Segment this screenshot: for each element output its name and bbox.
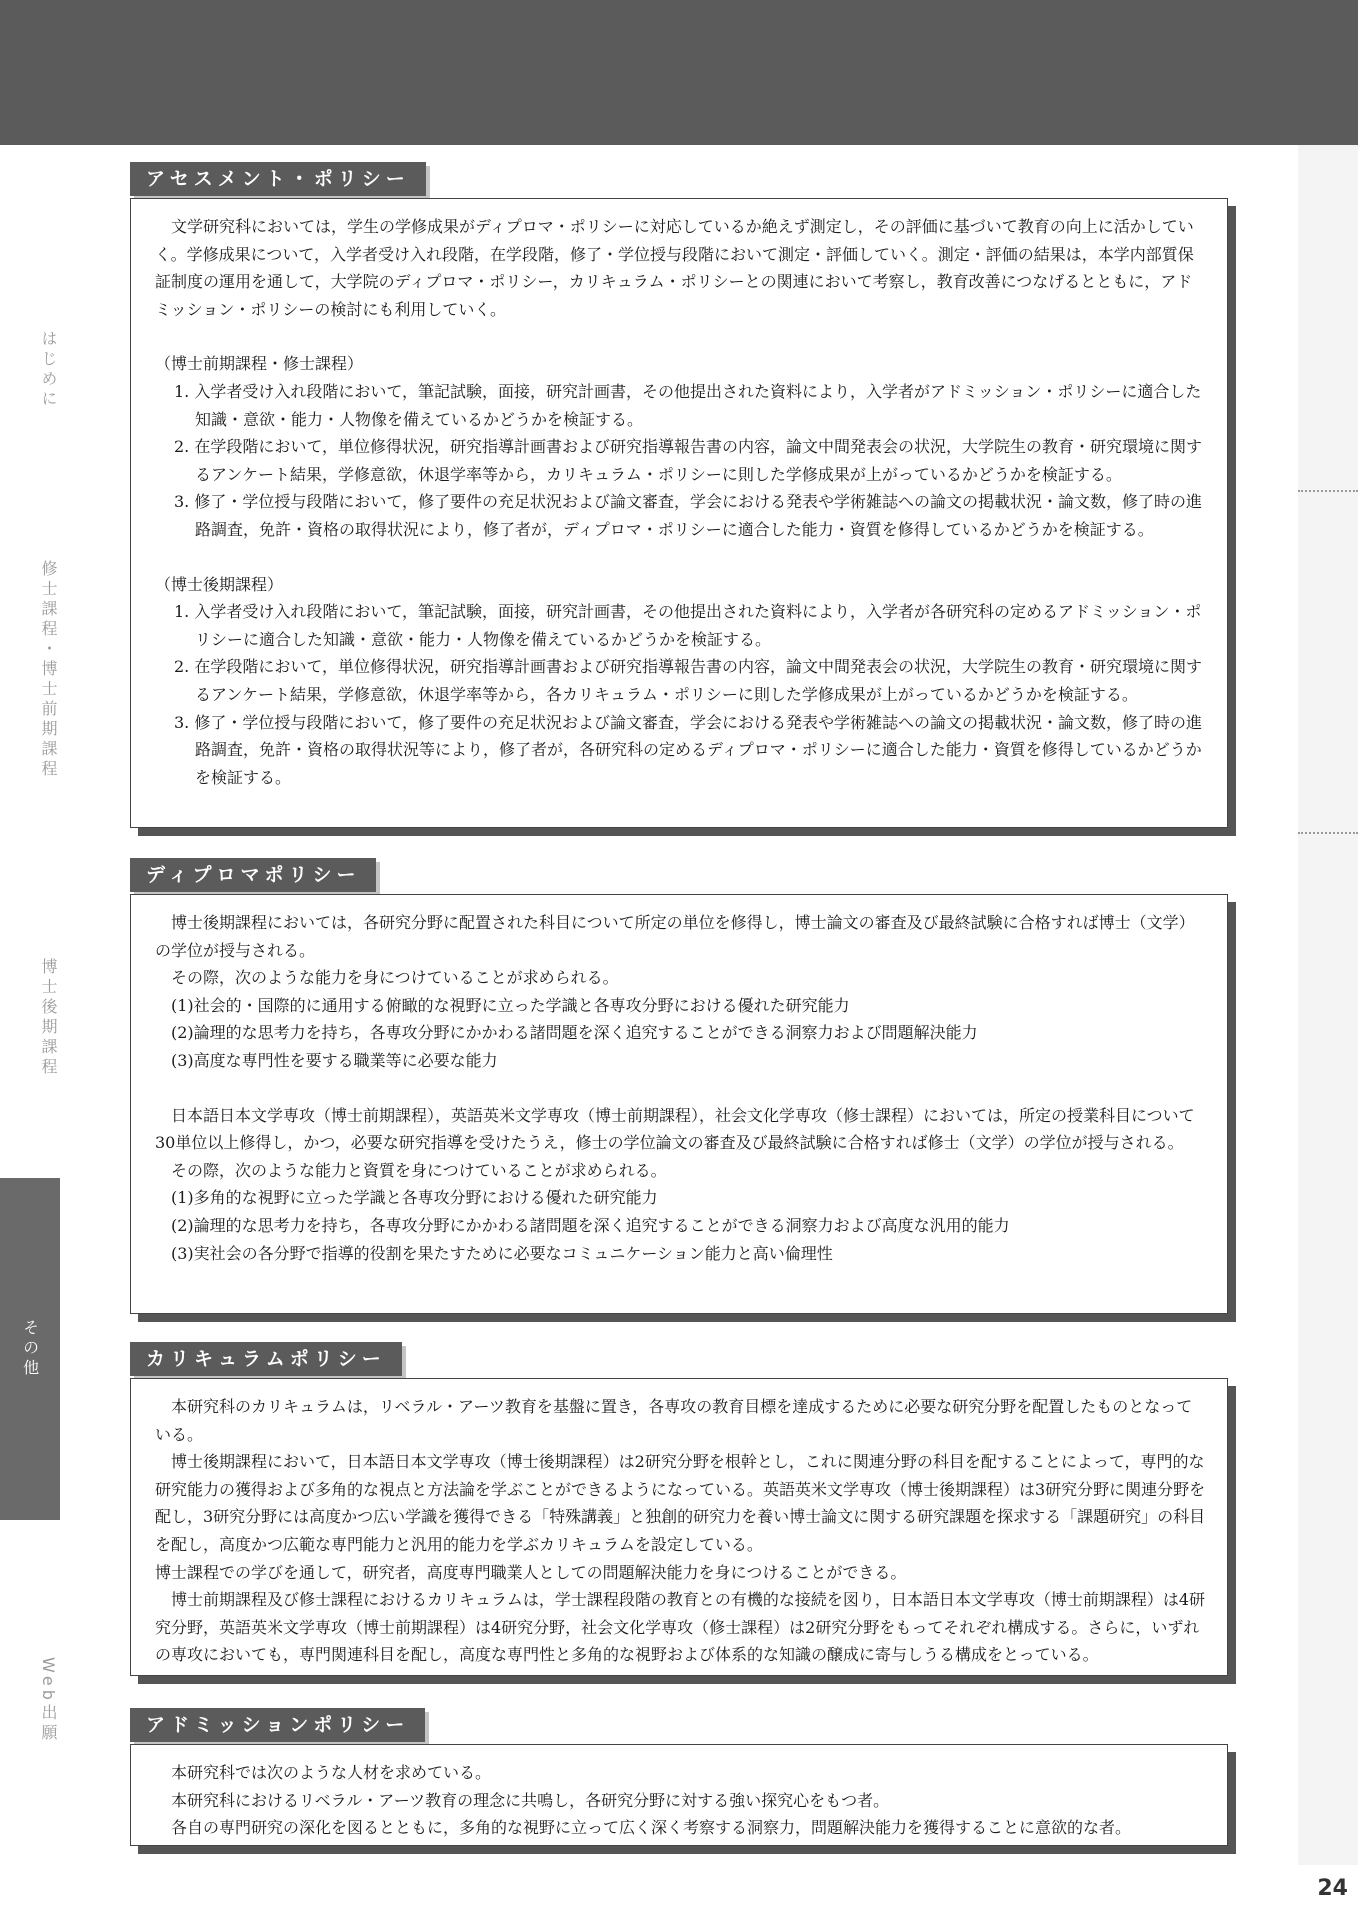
diploma-ability-item: (2)論理的な思考力を持ち，各専攻分野にかかわる諸問題を深く追究することができる洞察力および高度な汎用的能力 <box>171 1215 1010 1235</box>
curriculum-paragraph: 博士課程での学びを通して，研究者，高度専門職業人としての問題解決能力を身につけることができる。 <box>155 1562 907 1582</box>
assessment-intro: 文学研究科においては，学生の学修成果がディプロマ・ポリシーに対応しているか絶えず測定し，その評価に基づいて教育の向上に活かしていく。学修成果について，入学者受け入れ段階，在学段階，修了・学位授与段階において測定・評価していく。測定・評価の結果は，本学内部質保証制度の運用を通して，大学院のディプロマ・ポリシー，カリキュラム・ポリシーとの関連において考察し，教育改善につなげるとともに，アドミッション・ポリシーの検討にも利用していく。 <box>155 217 1194 319</box>
sidebar-item-other[interactable]: その他 <box>0 1178 60 1520</box>
diploma-ability-item: (3)実社会の各分野で指導的役割を果たすために必要なコミュニケーション能力と高い倫理性 <box>171 1243 833 1263</box>
diploma-lead-master: その際，次のような能力と資質を身につけていることが求められる。 <box>171 1160 667 1180</box>
page-number: 24 <box>1317 1876 1348 1901</box>
section-heading-assessment: アセスメント・ポリシー <box>130 162 426 196</box>
section-heading-curriculum: カリキュラムポリシー <box>130 1342 402 1376</box>
footer-strip <box>0 1865 1358 1920</box>
sidebar-item-doctor[interactable]: 博士後期課程 <box>39 958 58 1078</box>
curriculum-paragraph: 博士前期課程及び修士課程におけるカリキュラムは，学士課程段階の教育との有機的な接続を図り，日本語日本文学専攻（博士前期課程）は4研究分野，英語英米文学専攻（博士前期課程）は4研究分野，社会文化学専攻（修士課程）は2研究分野をもってそれぞれ構成する。さらに，いずれの専攻においても，専門関連科目を配し，高度な専門性と多角的な視野および体系的な知識の醸成に寄与しうる構成をとっている。 <box>155 1590 1206 1665</box>
admission-line: 本研究科では次のような人材を求めている。 <box>171 1763 492 1782</box>
diploma-ability-item: (3)高度な専門性を要する職業等に必要な能力 <box>171 1050 498 1070</box>
diploma-paragraph-doctor: 博士後期課程においては，各研究分野に配置された科目について所定の単位を修得し，博士論文の審査及び最終試験に合格すれば博士（文学）の学位が授与される。 <box>155 913 1195 960</box>
sidebar-item-intro[interactable]: はじめに <box>39 330 58 410</box>
assessment-doctor-title: （博士後期課程） <box>155 574 284 594</box>
assessment-doctor-item: 1. 入学者受け入れ段階において，筆記試験，面接，研究計画書，その他提出された資料により，入学者が各研究科の定めるアドミッション・ポリシーに適合した知識・意欲・能力・人物像を備えているかどうかを検証する。 <box>174 602 1202 649</box>
sidebar-item-web-application[interactable]: Web出願 <box>39 1656 58 1744</box>
sidebar <box>1298 145 1358 1865</box>
sidebar-divider <box>1298 832 1358 834</box>
section-box-assessment <box>130 198 1228 828</box>
sidebar-item-master[interactable]: 修士課程・博士前期課程 <box>39 560 58 780</box>
curriculum-paragraph: 博士後期課程において，日本語日本文学専攻（博士後期課程）は2研究分野を根幹とし，これに関連分野の科目を配することによって，専門的な研究能力の獲得および多角的な視点と方法論を学ぶことができるようになっている。英語英米文学専攻（博士後期課程）は3研究分野に関連分野を配し，3研究分野には高度かつ広い学識を獲得できる「特殊講義」と独創的研究力を養い博士論文に関する研究課題を探求する「課題研究」の科目を配し，高度かつ広範な専門能力と汎用的能力を学ぶカリキュラムを設定している。 <box>155 1452 1206 1554</box>
diploma-paragraph-master: 日本語日本文学専攻（博士前期課程），英語英米文学専攻（博士前期課程），社会文化学専攻（修士課程）においては，所定の授業科目について30単位以上修得し，かつ，必要な研究指導を受けたうえ，修士の学位論文の審査及び最終試験に合格すれば修士（文学）の学位が授与される。 <box>155 1105 1195 1153</box>
assessment-master-item: 2. 在学段階において，単位修得状況，研究指導計画書および研究指導報告書の内容，論文中間発表会の状況，大学院生の教育・研究環境に関するアンケート結果，学修意欲，休退学率等から，カリキュラム・ポリシーに則した学修成果が上がっているかどうかを検証する。 <box>174 437 1203 484</box>
admission-line: 各自の専門研究の深化を図るとともに，多角的な視野に立って広く深く考察する洞察力，問題解決能力を獲得することに意欲的な者。 <box>171 1818 1132 1838</box>
assessment-master-title: （博士前期課程・修士課程） <box>155 354 364 374</box>
admission-line: 本研究科におけるリベラル・アーツ教育の理念に共鳴し，各研究分野に対する強い探究心をもつ者。 <box>171 1790 890 1810</box>
diploma-ability-item: (2)論理的な思考力を持ち，各専攻分野にかかわる諸問題を深く追究することができる洞察力および問題解決能力 <box>171 1023 978 1043</box>
top-banner <box>0 0 1358 145</box>
section-heading-admission: アドミッションポリシー <box>130 1708 425 1742</box>
section-box-admission <box>130 1744 1228 1846</box>
curriculum-paragraph: 本研究科のカリキュラムは，リベラル・アーツ教育を基盤に置き，各専攻の教育目標を達成するために必要な研究分野を配置したものとなっている。 <box>155 1397 1193 1444</box>
diploma-ability-item: (1)社会的・国際的に通用する俯瞰的な視野に立った学識と各専攻分野における優れた研究能力 <box>171 995 850 1015</box>
sidebar-divider <box>1298 490 1358 492</box>
section-box-curriculum <box>130 1378 1228 1676</box>
section-heading-diploma: ディプロマポリシー <box>130 858 376 892</box>
diploma-lead-doctor: その際，次のような能力を身につけていることが求められる。 <box>171 968 619 988</box>
assessment-doctor-item: 2. 在学段階において，単位修得状況，研究指導計画書および研究指導報告書の内容，論文中間発表会の状況，大学院生の教育・研究環境に関するアンケート結果，学修意欲，休退学率等から，各カリキュラム・ポリシーに則した学修成果が上がっているかどうかを検証する。 <box>174 657 1203 704</box>
assessment-master-item: 1. 入学者受け入れ段階において，筆記試験，面接，研究計画書，その他提出された資料により，入学者がアドミッション・ポリシーに適合した知識・意欲・能力・人物像を備えているかどうかを検証する。 <box>174 381 1202 429</box>
diploma-ability-item: (1)多角的な視野に立った学識と各専攻分野における優れた研究能力 <box>171 1188 658 1208</box>
assessment-master-item: 3. 修了・学位授与段階において，修了要件の充足状況および論文審査，学会における発表や学術雑誌への論文の掲載状況・論文数，修了時の進路調査，免許・資格の取得状況により，修了者が，ディプロマ・ポリシーに適合した能力・資質を修得しているかどうかを検証する。 <box>174 492 1203 539</box>
assessment-doctor-item: 3. 修了・学位授与段階において，修了要件の充足状況および論文審査，学会における発表や学術雑誌への論文の掲載状況・論文数，修了時の進路調査，免許・資格の取得状況等により，修了者が，各研究科の定めるディプロマ・ポリシーに適合した能力・資質を修得しているかどうかを検証する。 <box>174 712 1203 787</box>
section-box-diploma <box>130 894 1228 1314</box>
